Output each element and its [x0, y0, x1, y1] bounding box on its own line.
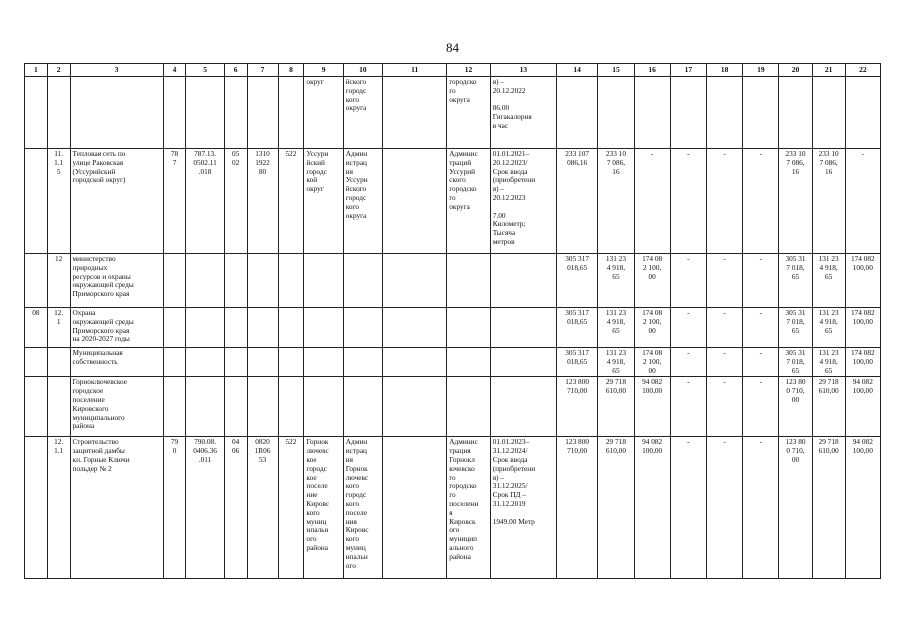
- table-row: [25, 254, 881, 308]
- table-cell: [447, 377, 490, 437]
- table-cell: [247, 308, 278, 348]
- table-cell: 131 23 4 918, 65: [812, 308, 845, 348]
- table-cell: [304, 254, 343, 308]
- table-cell: 522: [278, 437, 304, 579]
- table-cell: Админис трация Горнокл ючевско го городско го поселени я Кировск ого муницип ального района: [447, 437, 490, 579]
- table-cell: [670, 77, 706, 149]
- table-cell: -: [707, 149, 743, 254]
- table-cell: [224, 377, 247, 437]
- table-cell: 174 08 2 100, 00: [634, 348, 670, 377]
- table-cell: 1310 1922 80: [247, 149, 278, 254]
- table-cell: [743, 77, 779, 149]
- table-cell: [447, 254, 490, 308]
- table-cell: -: [707, 254, 743, 308]
- table-cell: [25, 77, 48, 149]
- table-cell: 29 718 610,00: [598, 437, 634, 579]
- table-row: [25, 308, 881, 348]
- table-cell: 131 23 4 918, 65: [812, 348, 845, 377]
- table-cell: 174 082 100,00: [845, 254, 880, 308]
- column-header: 11: [383, 64, 447, 77]
- table-cell: -: [707, 437, 743, 579]
- table-cell: [383, 348, 447, 377]
- table-cell: Админ истрац ия Уссури йского городс кого округа: [343, 149, 382, 254]
- table-cell: -: [670, 437, 706, 579]
- table-cell: я) – 20.12.2022 86.00 Гигакалория в час: [490, 77, 556, 149]
- table-cell: -: [743, 149, 779, 254]
- column-header: 13: [490, 64, 556, 77]
- table-cell: [634, 77, 670, 149]
- column-header: 2: [47, 64, 70, 77]
- table-cell: [247, 254, 278, 308]
- table-cell: [163, 308, 186, 348]
- table-cell: Уссури йский городс кой округ: [304, 149, 343, 254]
- table-cell: [47, 77, 70, 149]
- table-cell: -: [845, 149, 880, 254]
- table-cell: 01.01.2023– 31.12.2024/ Срок ввода (приобретени я) – 31.12.2025/ Срок ПД – 31.12.2019 1949.00 Метр: [490, 437, 556, 579]
- table-cell: [278, 254, 304, 308]
- table-cell: министерство природных ресурсов и охраны окружающей среды Приморского края: [70, 254, 163, 308]
- table-cell: [47, 377, 70, 437]
- table-cell: [163, 348, 186, 377]
- table-cell: 12. 1.1: [47, 437, 70, 579]
- table-cell: 522: [278, 149, 304, 254]
- table-cell: [383, 308, 447, 348]
- table-cell: 174 082 100,00: [845, 348, 880, 377]
- table-cell: Строительство защитной дамбы кп. Горные Ключи польдер № 2: [70, 437, 163, 579]
- table-cell: 29 718 610,00: [598, 377, 634, 437]
- table-cell: Горнок лючевс кое городс кое поселе ние Кировс кого муниц ипальн ого района: [304, 437, 343, 579]
- table-cell: [163, 377, 186, 437]
- table-cell: [186, 308, 224, 348]
- table-cell: [224, 254, 247, 308]
- table-row: [25, 437, 881, 579]
- table-cell: -: [670, 377, 706, 437]
- table-cell: 0820 1R06 53: [247, 437, 278, 579]
- table-cell: 305 31 7 018, 65: [779, 348, 812, 377]
- table-cell: [25, 377, 48, 437]
- table-cell: -: [707, 308, 743, 348]
- table-cell: 790.08. 0406.36 .011: [186, 437, 224, 579]
- table-cell: -: [634, 149, 670, 254]
- table-cell: [186, 254, 224, 308]
- table-cell: [25, 348, 48, 377]
- table-cell: [186, 348, 224, 377]
- table-cell: [383, 437, 447, 579]
- table-cell: 305 31 7 018, 65: [779, 254, 812, 308]
- table-cell: 94 082 100,00: [634, 377, 670, 437]
- data-table: [24, 63, 881, 579]
- table-cell: [25, 254, 48, 308]
- table-cell: [490, 348, 556, 377]
- column-header: 22: [845, 64, 880, 77]
- column-header: 12: [447, 64, 490, 77]
- column-header: 9: [304, 64, 343, 77]
- table-cell: [383, 254, 447, 308]
- table-cell: [25, 437, 48, 579]
- table-cell: йского городс кого округа: [343, 77, 382, 149]
- table-cell: 94 082 100,00: [845, 437, 880, 579]
- table-cell: [186, 77, 224, 149]
- column-header: 4: [163, 64, 186, 77]
- table-cell: [25, 149, 48, 254]
- column-header: 19: [743, 64, 779, 77]
- column-header: 16: [634, 64, 670, 77]
- table-cell: [304, 377, 343, 437]
- table-cell: -: [670, 308, 706, 348]
- table-cell: 131 23 4 918, 65: [812, 254, 845, 308]
- table-cell: [490, 254, 556, 308]
- table-cell: 174 08 2 100, 00: [634, 308, 670, 348]
- table-cell: [186, 377, 224, 437]
- table-row: [25, 348, 881, 377]
- table-cell: -: [743, 308, 779, 348]
- table-cell: 233 10 7 086, 16: [812, 149, 845, 254]
- table-cell: Муниципальная собственность: [70, 348, 163, 377]
- table-cell: 174 08 2 100, 00: [634, 254, 670, 308]
- table-cell: [47, 348, 70, 377]
- table-cell: 787.13. 0502.11 .018: [186, 149, 224, 254]
- table-cell: Админ истрац ия Горнок лючевс кого городс кого поселе ния Кировс кого муниц ипальн ого: [343, 437, 382, 579]
- table-cell: 123 800 710,00: [556, 377, 597, 437]
- table-cell: [556, 77, 597, 149]
- table-cell: [224, 308, 247, 348]
- column-header: 6: [224, 64, 247, 77]
- column-header: 14: [556, 64, 597, 77]
- table-cell: 01.01.2021– 20.12.2023/ Срок ввода (приобретени я) – 20.12.2023 7.00 Километр; Тысяча метров: [490, 149, 556, 254]
- table-cell: [779, 77, 812, 149]
- table-cell: [343, 348, 382, 377]
- column-header: 20: [779, 64, 812, 77]
- column-header: 5: [186, 64, 224, 77]
- table-cell: [490, 308, 556, 348]
- table-cell: -: [743, 377, 779, 437]
- table-cell: [343, 308, 382, 348]
- column-header: 18: [707, 64, 743, 77]
- table-cell: [247, 377, 278, 437]
- table-cell: [278, 377, 304, 437]
- table-row: [25, 377, 881, 437]
- table-cell: 08: [25, 308, 48, 348]
- table-cell: 233 107 086,16: [556, 149, 597, 254]
- table-cell: [343, 377, 382, 437]
- table-cell: 29 718 610,00: [812, 377, 845, 437]
- table-cell: 233 10 7 086, 16: [598, 149, 634, 254]
- table-cell: -: [743, 254, 779, 308]
- table-cell: 131 23 4 918, 65: [598, 348, 634, 377]
- table-cell: [224, 77, 247, 149]
- table-cell: [304, 308, 343, 348]
- table-cell: 12: [47, 254, 70, 308]
- table-cell: [845, 77, 880, 149]
- table-cell: -: [743, 437, 779, 579]
- table-row: [25, 149, 881, 254]
- table-cell: 123 80 0 710, 00: [779, 377, 812, 437]
- table-cell: [247, 77, 278, 149]
- table-cell: [163, 77, 186, 149]
- table-cell: 04 06: [224, 437, 247, 579]
- table-row: [25, 77, 881, 149]
- table-header-row: [25, 64, 881, 77]
- table-cell: Админис траций Уссурий ского городско го округа: [447, 149, 490, 254]
- column-header: 10: [343, 64, 382, 77]
- table-cell: 79 0: [163, 437, 186, 579]
- table-cell: 131 23 4 918, 65: [598, 308, 634, 348]
- table-cell: 305 317 018,65: [556, 308, 597, 348]
- table-cell: [278, 77, 304, 149]
- table-cell: [163, 254, 186, 308]
- column-header: 21: [812, 64, 845, 77]
- table-cell: [447, 308, 490, 348]
- table-cell: 94 082 100,00: [634, 437, 670, 579]
- table-cell: 174 082 100,00: [845, 308, 880, 348]
- table-cell: 305 31 7 018, 65: [779, 308, 812, 348]
- table-cell: [383, 77, 447, 149]
- column-header: 15: [598, 64, 634, 77]
- table-cell: 233 10 7 086, 16: [779, 149, 812, 254]
- table-cell: [707, 77, 743, 149]
- table-cell: [447, 348, 490, 377]
- column-header: 1: [25, 64, 48, 77]
- table-cell: -: [670, 348, 706, 377]
- table-cell: Охрана окружающей среды Приморского края на 2020-2027 годы: [70, 308, 163, 348]
- table-cell: 123 80 0 710, 00: [779, 437, 812, 579]
- table-cell: -: [707, 377, 743, 437]
- table-cell: 78 7: [163, 149, 186, 254]
- table-cell: -: [670, 254, 706, 308]
- table-cell: -: [707, 348, 743, 377]
- table-cell: округ: [304, 77, 343, 149]
- table-cell: [490, 377, 556, 437]
- column-header: 17: [670, 64, 706, 77]
- table-cell: [383, 377, 447, 437]
- page-number: 84: [446, 40, 459, 55]
- table-cell: [598, 77, 634, 149]
- table-cell: Тепловая сеть по улице Раковская (Уссурийский городской округ): [70, 149, 163, 254]
- table-cell: 123 800 710,00: [556, 437, 597, 579]
- table-cell: Горноключевское городское поселение Кировского муниципального района: [70, 377, 163, 437]
- table-cell: [304, 348, 343, 377]
- table-cell: 05 02: [224, 149, 247, 254]
- table-cell: -: [743, 348, 779, 377]
- table-cell: [70, 77, 163, 149]
- table-cell: городско го округа: [447, 77, 490, 149]
- table-cell: 305 317 018,65: [556, 254, 597, 308]
- table-cell: [278, 348, 304, 377]
- column-header: 7: [247, 64, 278, 77]
- table-cell: 305 317 018,65: [556, 348, 597, 377]
- column-header: 3: [70, 64, 163, 77]
- table-cell: 131 23 4 918, 65: [598, 254, 634, 308]
- table-cell: [343, 254, 382, 308]
- column-header: 8: [278, 64, 304, 77]
- table-cell: [224, 348, 247, 377]
- table-cell: [383, 149, 447, 254]
- table-cell: -: [670, 149, 706, 254]
- table-cell: [247, 348, 278, 377]
- table-cell: 12. 1: [47, 308, 70, 348]
- table-cell: [812, 77, 845, 149]
- table-cell: [278, 308, 304, 348]
- table-cell: 29 718 610,00: [812, 437, 845, 579]
- table-cell: 11. 1.1 5: [47, 149, 70, 254]
- table-cell: 94 082 100,00: [845, 377, 880, 437]
